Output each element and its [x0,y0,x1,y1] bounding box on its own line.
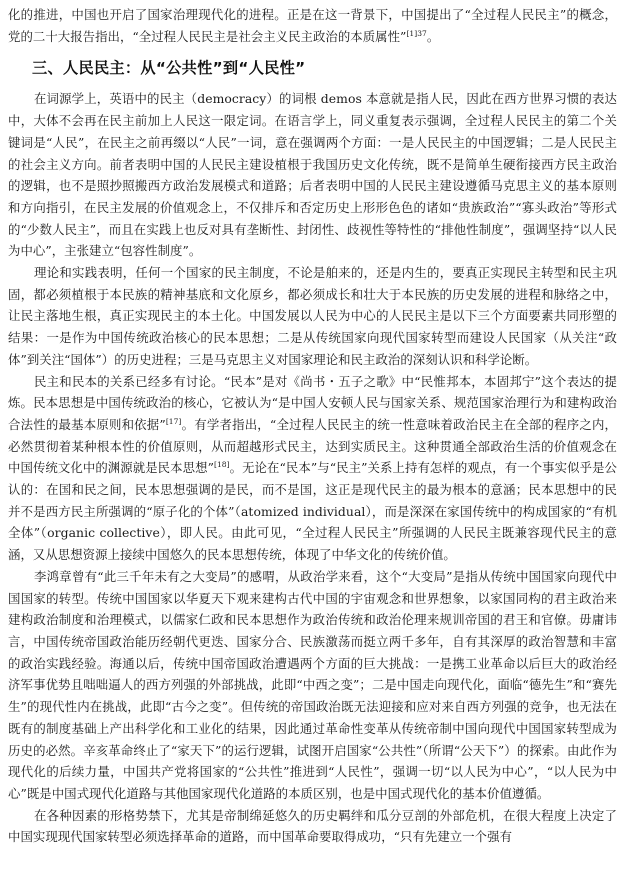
paragraph-minben-mid: 。有学者指出，“全过程人民民主的统一性意味着政治民主在全部的程序之内，必然贯彻着某种根本性的价值原则，从而超越形式民主，达到实质民主。这种贯通全部政治生活的价值观念在中国传统文化中的渊源就是民本思想” [8,416,618,476]
intro-paragraph [8,4,617,47]
paragraph-minben-end: 。无论在“民本”与“民主”关系上持有怎样的观点，有一个事实似乎是公认的：在国和民之间，民本思想强调的是民，而不是国，这正是现代民主的最为根本的意涵；民本思想中的民并不是西方民主所强调的“原子化的个体”（atomized individual），而是深深在家国传统中的构成国家的“有机全体”（organic collective），即人民。由此可见，“全过程人民民主”所强调的人民民主既兼容现代民主的意涵，又从思想资源上接续中国悠久的民本思想传统，体现了中华文化的传统价值。 [8,460,617,563]
intro-end: 。 [426,28,440,44]
paragraph-great-change: 李鸿章曾有“此三千年未有之大变局”的感喟，从政治学来看，这个“大变局”是指从传统中国国家向现代中国国家的转型。传统中国国家以华夏天下观来建构古代中国的宇宙观念和世界想象，以家国同构的君主政治来建构政治制度和治理模式，以儒家仁政和民本思想作为政治传统和政治伦理来规训帝国的君王和官僚。毋庸讳言，中国传统帝国政治能历经朝代更迭、国家分合、民族激荡而挺立两千多年，自有其深厚的政治智慧和丰富的政治实践经验。海通以后，传统中国帝国政治遭遇两个方面的巨大挑战：一是携工业革命以后巨大的政治经济军事优势且咄咄逼人的西方列强的外部挑战，此即“中西之变”；二是中国走向现代化，面临“德先生”和“赛先生”的现代性内在挑战，此即“古今之变”。但传统的帝国政治既无法迎接和应对来自西方列强的竞争，也无法在既有的制度基础上产出科学化和工业化的结果，因此通过革命性变革从传统帝制中国向现代中国国家转型成为历史的必然。辛亥革命终止了“家天下”的运行逻辑，试图开启国家“公共性”（所谓“公天下”）的探索。由此作为现代化的后续力量，中国共产党将国家的“公共性”推进到“人民性”，强调一切“以人民为中心”，“以人民为中心”既是中国式现代化道路与其他国家现代化道路的本质区别，也是中国式现代化的基本价值遵循。 [8,568,617,801]
intro-text: 化的推进，中国也开启了国家治理现代化的进程。正是在这一背景下，中国提出了“全过程人民民主”的概念，党的二十大报告指出，“全过程人民民主是社会主义民主政治的本质属性” [8,7,617,44]
paragraph-theory-practice: 理论和实践表明，任何一个国家的民主制度，不论是舶来的，还是内生的，要真正实现民主转型和民主巩固，都必须植根于本民族的精神基底和文化原乡，都必须成长和壮大于本民族的历史发展的进程和脉络之中，让民主落地生根，真正实现民主的本土化。中国发展以人民为中心的人民民主是以下三个方面要素共同形塑的结果：一是作为中国传统政治核心的民本思想；二是从传统国家向现代国家转型而建设人民国家（从关注“政体”到关注“国体”）的历史进程；三是马克思主义对国家理论和民主政治的深刻认识和科学论断。 [8,265,617,367]
paragraph-minben-text: 民主和民本的关系已经多有讨论。“民本”是对《尚书・五子之歌》中“民惟邦本，本固邦宁”这个表达的提炼。民本思想是中国传统政治的核心，它被认为“是中国人安顿人民与国家关系、规范国家治理行为和建构政治合法性的最基本原则和依据” [8,373,617,432]
section-title: 三、人民民主：从“公共性”到“人民性” [32,59,306,78]
paragraph-etymology: 在词源学上，英语中的民主（democracy）的词根 demos 本意就是指人民，因此在西方世界习惯的表达中，大体不会再在民主前加上人民这一限定词。在语言学上，同义重复表示强调，全过程人民民主的第二个关键词是“人民”，在民主之前再缀以“人民”一词，意在强调两个方面：一是人民民主的中国逻辑；二是人民民主的社会主义方向。前者表明中国的人民民主建设植根于我国历史文化传统，既不是简单生硬衔接西方民主政治的逻辑，也不是照抄照搬西方政治发展模式和道路；后者表明中国的人民民主建设遵循马克思主义的基本原则和方向指引，在民主发展的价值观念上，不仅排斥和否定历史上形形色色的诸如“贵族政治”“寡头政治”等形式的“少数人民主”，而且在实践上也反对具有垄断性、封闭性、歧视性等特性的“排他性制度”，强调坚持“以人民为中心”，主张建立“包容性制度”。 [8,91,617,259]
paragraph-revolution: 在各种因素的形格势禁下，尤其是帝制绵延悠久的历史羁绊和瓜分豆剖的外部危机，在很大程度上决定了中国实现现代国家转型必须选择革命的道路，而中国革命要取得成功，“只有先建立一个强有 [8,807,617,845]
paragraph-minben [8,371,617,566]
citation-marker: [1]37 [406,28,427,38]
citation-marker: [17] [165,416,182,426]
citation-marker: [18] [213,460,230,470]
